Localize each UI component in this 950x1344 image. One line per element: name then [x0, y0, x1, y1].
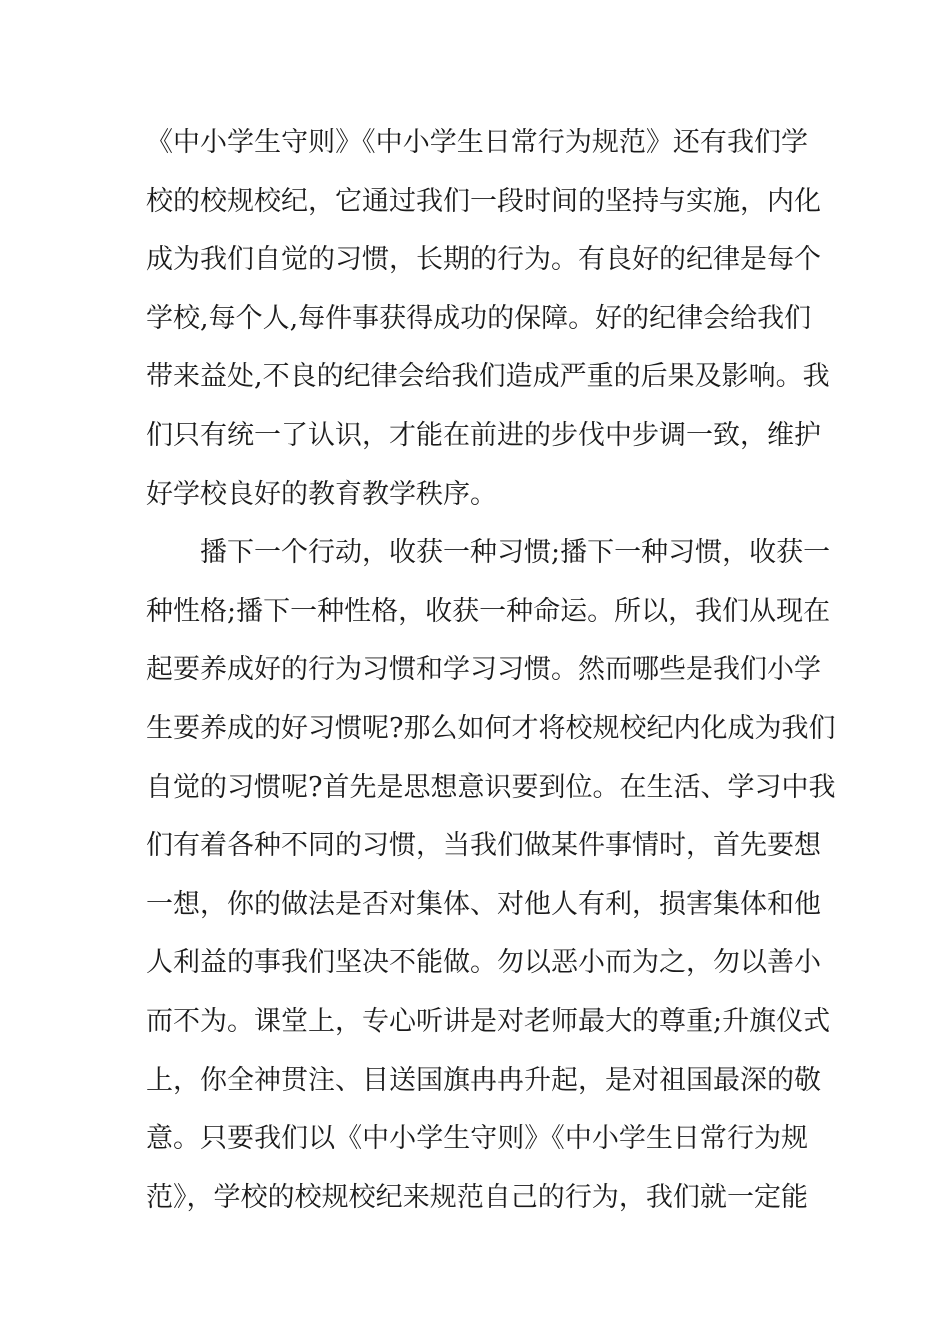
- paragraph-1-line-5: 带来益处,不良的纪律会给我们造成严重的后果及影响。我: [146, 361, 830, 393]
- paragraph-2-line-9: 而不为。课堂上，专心听讲是对老师最大的尊重;升旗仪式: [146, 1005, 831, 1037]
- paragraph-1-line-7: 好学校良好的教育教学秩序。: [146, 478, 497, 510]
- body-text: [146, 114, 836, 1227]
- paragraph-2-line-8: 人利益的事我们坚决不能做。勿以恶小而为之，勿以善小: [146, 947, 821, 979]
- paragraph-1-line-3: 成为我们自觉的习惯，长期的行为。有良好的纪律是每个: [146, 244, 821, 276]
- paragraph-2-line-3: 起要养成好的行为习惯和学习习惯。然而哪些是我们小学: [146, 654, 821, 686]
- paragraph-2-line-10: 上，你全神贯注、目送国旗冉冉升起，是对祖国最深的敬: [146, 1064, 821, 1096]
- paragraph-1-line-4: 学校,每个人,每件事获得成功的保障。好的纪律会给我们: [146, 302, 812, 334]
- paragraph-2-line-1: 播下一个行动，收获一种习惯;播下一种习惯，收获一: [200, 537, 831, 569]
- paragraph-2-line-6: 们有着各种不同的习惯，当我们做某件事情时，首先要想: [146, 830, 821, 862]
- paragraph-2-line-12: 范》，学校的校规校纪来规范自己的行为，我们就一定能: [146, 1181, 808, 1213]
- paragraph-1-line-6: 们只有统一了认识，才能在前进的步伐中步调一致，维护: [146, 419, 821, 451]
- paragraph-2-line-7: 一想，你的做法是否对集体、对他人有利，损害集体和他: [146, 888, 821, 920]
- paragraph-2-line-11: 意。只要我们以《中小学生守则》《中小学生日常行为规: [146, 1123, 808, 1155]
- paragraph-2-line-5: 自觉的习惯呢?首先是思想意识要到位。在生活、学习中我: [146, 771, 836, 803]
- paragraph-2-line-4: 生要养成的好习惯呢?那么如何才将校规校纪内化成为我们: [146, 712, 836, 744]
- paragraph-1-line-1: 《中小学生守则》《中小学生日常行为规范》还有我们学: [146, 127, 808, 158]
- paragraph-1-line-2: 校的校规校纪，它通过我们一段时间的坚持与实施，内化: [146, 185, 821, 217]
- paragraph-2-line-2: 种性格;播下一种性格，收获一种命运。所以，我们从现在: [146, 595, 831, 627]
